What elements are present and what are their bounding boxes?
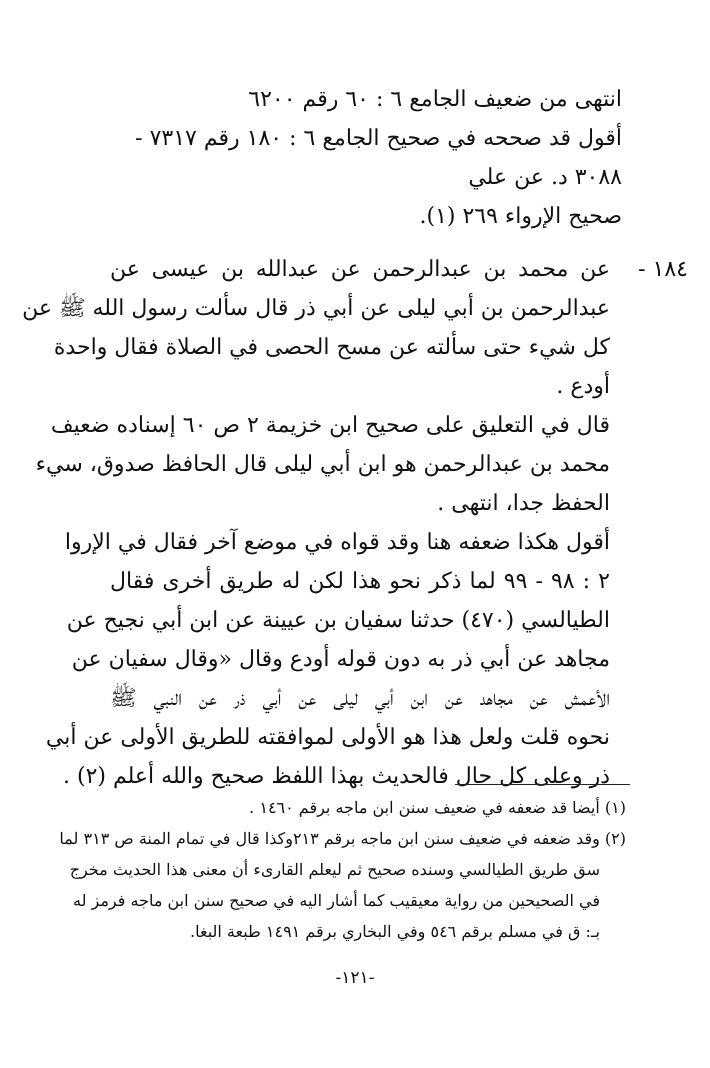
footnote-2: (٢) وقد ضعفه في ضعيف سنن ابن ماجه برقم ٢١٣وكذا قال في تمام المنة ص ٣١٣ لما xyxy=(59,829,626,848)
page-number: -١٢١- xyxy=(335,968,375,988)
footnote-1: (١) أيضا قد ضعفه في ضعيف سنن ابن ماجه برقم ١٤٦٠ . xyxy=(249,798,626,817)
intro-line: ٣٠٨٨ د. عن علي xyxy=(468,165,622,190)
commentary-line: مجاهد عن أبي ذر به دون قوله أودع وقال «وقال سفيان عن xyxy=(71,647,610,672)
footnote-2-continuation: بـ: ق في مسلم برقم ٥٤٦ وفي البخاري برقم ١٤٩١ طبعة البغا. xyxy=(190,922,600,941)
hadith-line: كل شيء حتى سألته عن مسح الحصى في الصلاة فقال واحدة xyxy=(53,335,610,360)
intro-line: أقول قد صححه في صحيح الجامع ٦ : ١٨٠ رقم ٧٣١٧ - xyxy=(135,126,622,151)
hadith-number: ١٨٤ - xyxy=(638,257,688,282)
hadith-line: أودع . xyxy=(556,374,610,399)
commentary-line: قال في التعليق على صحيح ابن خزيمة ٢ ص ٦٠ إسناده ضعيف xyxy=(50,413,610,438)
footnotes xyxy=(59,792,626,947)
footnote-2-continuation: سق طريق الطيالسي وسنده صحيح ثم ليعلم القارىء أن معنى هذا الحديث مخرج xyxy=(69,860,600,879)
commentary-line: نحوه قلت ولعل هذا هو الأولى لموافقته للطريق الأولى عن أبي xyxy=(45,725,610,750)
commentary-line: الطيالسي (٤٧٠) حدثنا سفيان بن عيينة عن ابن أبي نجيح عن xyxy=(66,608,610,633)
commentary-line: ذر وعلى كل حال فالحديث بهذا اللفظ صحيح والله أعلم (٢) . xyxy=(63,764,610,789)
commentary-line: محمد بن عبدالرحمن هو ابن أبي ليلى قال الحافظ صدوق، سيء xyxy=(35,452,610,477)
commentary-block xyxy=(35,406,610,796)
footnote-2-continuation: في الصحيحين من رواية معيقيب كما أشار اليه في صحيح سنن ابن ماجه فرمز له xyxy=(72,891,600,910)
commentary-line: أقول هكذا ضعفه هنا وقد قواه في موضع آخر فقال في الإروا xyxy=(64,530,610,555)
hadith-line: عبدالرحمن بن أبي ليلى عن أبي ذر قال سألت رسول الله ﷺ عن xyxy=(22,296,610,321)
commentary-line: الأعمش عن مجاهد عن ابن أبي ليلى عن أبي ذر عن النبي ﷺ xyxy=(110,686,610,711)
footnote-separator xyxy=(455,784,630,785)
intro-block xyxy=(92,80,622,236)
commentary-line: الحفظ جدا، انتهى . xyxy=(437,491,610,516)
hadith-text xyxy=(22,250,610,406)
hadith-line: عن محمد بن عبدالرحمن عن عبدالله بن عيسى عن xyxy=(110,257,610,282)
intro-line: صحيح الإرواء ٢٦٩ (١). xyxy=(419,204,622,229)
commentary-line: ٢ : ٩٨ - ٩٩ لما ذكر نحو هذا لكن له طريق أخرى فقال xyxy=(110,569,610,594)
intro-line: انتهى من ضعيف الجامع ٦ : ٦٠ رقم ٦٢٠٠ xyxy=(248,87,622,112)
